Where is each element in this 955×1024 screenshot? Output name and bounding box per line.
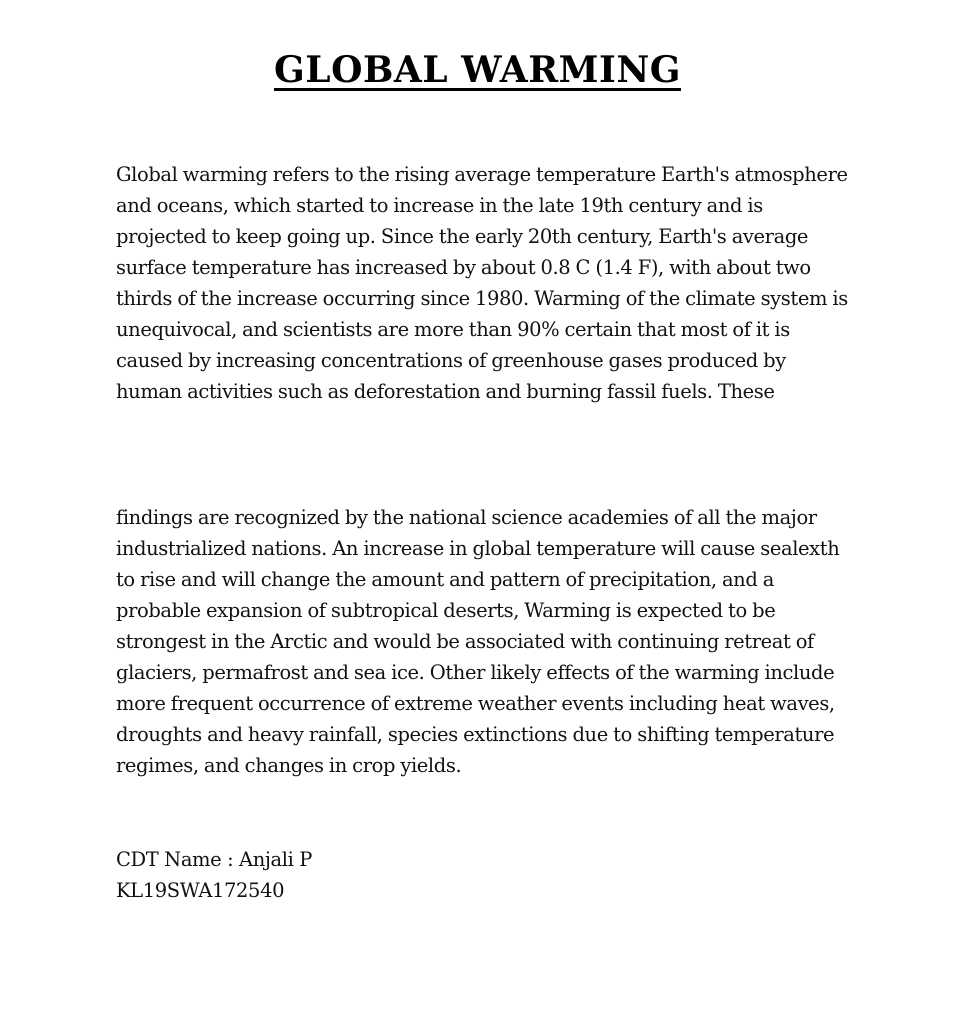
cdt-id-line: KL19SWA172540 <box>116 879 285 902</box>
page-title <box>0 44 955 96</box>
signature-block <box>116 844 312 906</box>
cdt-name-line: CDT Name : Anjali P <box>116 848 312 871</box>
page-title-text: GLOBAL WARMING <box>274 49 681 91</box>
paragraph-1: Global warming refers to the rising average temperature Earth's atmosphere and oceans, which started to increase in the late 19th century and is projected to keep going up. Since the early 20th century, Earth's average surface temperature has increased by about 0.8 C (1.4 F), with about two thirds of the increase occurring since 1980. Warming of the climate system is unequivocal, and scientists are more than 90% certain that most of it is caused by increasing concentrations of greenhouse gases produced by human activities such as deforestation and burning fassil fuels. These <box>116 163 848 403</box>
paragraph-2: findings are recognized by the national science academies of all the major industrialized nations. An increase in global temperature will cause sealexth to rise and will change the amount and pattern of precipitation, and a probable expansion of subtropical deserts, Warming is expected to be strongest in the Arctic and would be associated with continuing retreat of glaciers, permafrost and sea ice. Other likely effects of the warming include more frequent occurrence of extreme weather events including heat waves, droughts and heavy rainfall, species extinctions due to shifting temperature regimes, and changes in crop yields. <box>116 506 840 777</box>
